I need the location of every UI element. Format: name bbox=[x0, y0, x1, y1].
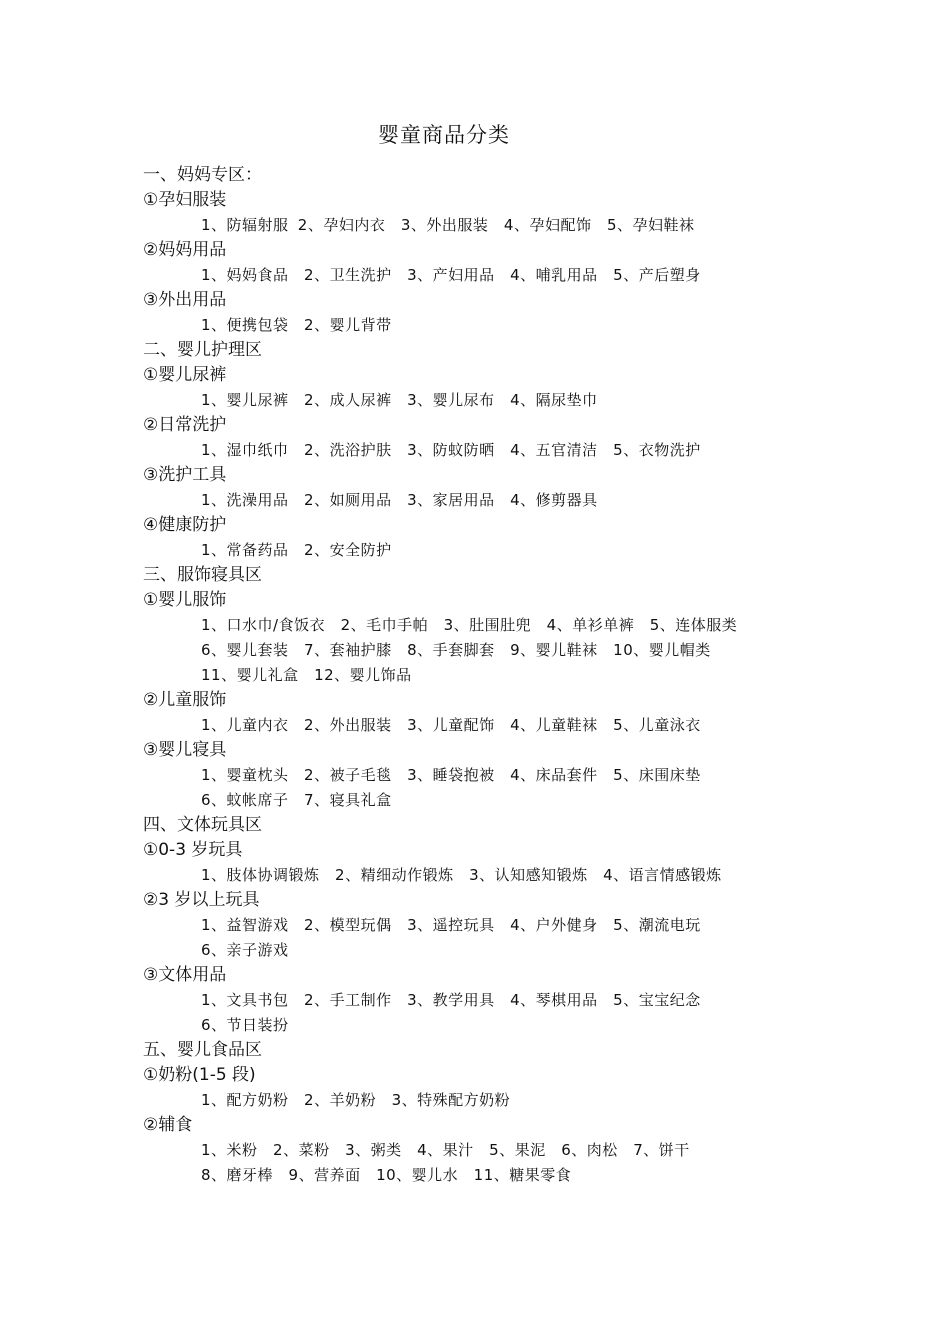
subcategory-heading: ②3 岁以上玩具 bbox=[143, 890, 260, 910]
category-items-line: 1、湿巾纸巾 2、洗浴护肤 3、防蚊防晒 4、五官清洁 5、衣物洗护 bbox=[201, 441, 701, 459]
category-items-line: 1、妈妈食品 2、卫生洗护 3、产妇用品 4、哺乳用品 5、产后塑身 bbox=[201, 266, 701, 284]
category-items-line: 8、磨牙棒 9、营养面 10、婴儿水 11、糖果零食 bbox=[201, 1166, 572, 1184]
subcategory-heading: ②日常洗护 bbox=[143, 415, 227, 435]
document-title: 婴童商品分类 bbox=[378, 123, 510, 147]
subcategory-heading: ④健康防护 bbox=[143, 515, 227, 535]
category-items-line: 1、洗澡用品 2、如厕用品 3、家居用品 4、修剪器具 bbox=[201, 491, 598, 509]
section-heading: 三、服饰寝具区 bbox=[143, 565, 262, 585]
category-items-line: 1、婴童枕头 2、被子毛毯 3、睡袋抱被 4、床品套件 5、床围床垫 bbox=[201, 766, 701, 784]
subcategory-heading: ①婴儿尿裤 bbox=[143, 365, 227, 385]
section-heading: 一、妈妈专区： bbox=[143, 165, 262, 185]
category-items-line: 1、口水巾/食饭衣 2、毛巾手帕 3、肚围肚兜 4、单衫单裤 5、连体服类 bbox=[201, 616, 738, 634]
subcategory-heading: ③洗护工具 bbox=[143, 465, 227, 485]
subcategory-heading: ①婴儿服饰 bbox=[143, 590, 227, 610]
category-items-line: 1、肢体协调锻炼 2、精细动作锻炼 3、认知感知锻炼 4、语言情感锻炼 bbox=[201, 866, 722, 884]
subcategory-heading: ③外出用品 bbox=[143, 290, 227, 310]
subcategory-heading: ②妈妈用品 bbox=[143, 240, 227, 260]
category-items-line: 1、婴儿尿裤 2、成人尿裤 3、婴儿尿布 4、隔尿垫巾 bbox=[201, 391, 598, 409]
subcategory-heading: ③婴儿寝具 bbox=[143, 740, 227, 760]
section-heading: 五、婴儿食品区 bbox=[143, 1040, 262, 1060]
subcategory-heading: ①0-3 岁玩具 bbox=[143, 840, 243, 860]
category-items-line: 6、蚊帐席子 7、寝具礼盒 bbox=[201, 791, 392, 809]
section-heading: 四、文体玩具区 bbox=[143, 815, 262, 835]
category-items-line: 11、婴儿礼盒 12、婴儿饰品 bbox=[201, 666, 412, 684]
category-items-line: 6、节日装扮 bbox=[201, 1016, 289, 1034]
category-items-line: 1、配方奶粉 2、羊奶粉 3、特殊配方奶粉 bbox=[201, 1091, 511, 1109]
category-items-line: 1、益智游戏 2、模型玩偶 3、遥控玩具 4、户外健身 5、潮流电玩 bbox=[201, 916, 701, 934]
category-items-line: 1、文具书包 2、手工制作 3、教学用具 4、琴棋用品 5、宝宝纪念 bbox=[201, 991, 701, 1009]
subcategory-heading: ①奶粉(1-5 段) bbox=[143, 1065, 256, 1085]
category-items-line: 1、便携包袋 2、婴儿背带 bbox=[201, 316, 392, 334]
category-list bbox=[143, 163, 903, 1188]
subcategory-heading: ②辅食 bbox=[143, 1115, 193, 1135]
category-items-line: 6、婴儿套装 7、套袖护膝 8、手套脚套 9、婴儿鞋袜 10、婴儿帽类 bbox=[201, 641, 711, 659]
category-items-line: 1、儿童内衣 2、外出服装 3、儿童配饰 4、儿童鞋袜 5、儿童泳衣 bbox=[201, 716, 701, 734]
section-heading: 二、婴儿护理区 bbox=[143, 340, 262, 360]
category-items-line: 1、米粉 2、菜粉 3、粥类 4、果汁 5、果泥 6、肉松 7、饼干 bbox=[201, 1141, 690, 1159]
subcategory-heading: ③文体用品 bbox=[143, 965, 227, 985]
category-items-line: 1、常备药品 2、安全防护 bbox=[201, 541, 392, 559]
category-items-line: 6、亲子游戏 bbox=[201, 941, 289, 959]
subcategory-heading: ②儿童服饰 bbox=[143, 690, 227, 710]
category-items-line: 1、防辐射服 2、孕妇内衣 3、外出服装 4、孕妇配饰 5、孕妇鞋袜 bbox=[201, 216, 695, 234]
subcategory-heading: ①孕妇服装 bbox=[143, 190, 227, 210]
